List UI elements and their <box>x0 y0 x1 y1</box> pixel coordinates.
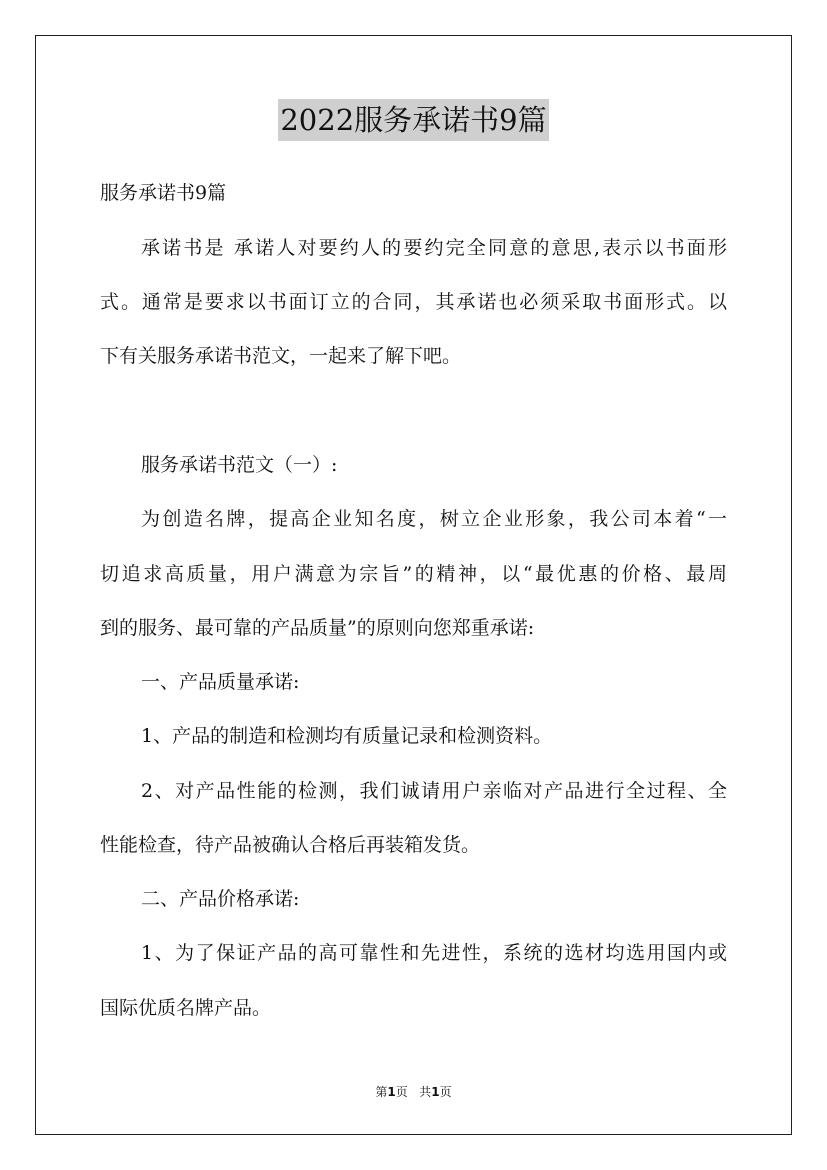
paragraph1-line-3: 到的服务、最可靠的产品质量”的原则向您郑重承诺: <box>100 617 535 639</box>
intro-line-1: 承诺书是 承诺人对要约人的要约完全同意的意思,表示以书面形 <box>141 237 727 259</box>
intro-line-2: 式。通常是要求以书面订立的合同，其承诺也必须采取书面形式。以 <box>100 291 727 313</box>
quality-item-2-line-1: 2、对产品性能的检测，我们诚请用户亲临对产品进行全过程、全 <box>141 780 727 802</box>
page-suffix: 页 <box>395 1085 408 1099</box>
page-prefix: 第 <box>375 1085 388 1099</box>
price-item-1-line-2: 国际优质名牌产品。 <box>100 997 272 1019</box>
price-heading: 二、产品价格承诺: <box>141 888 300 910</box>
quality-item-2-line-2: 性能检查，待产品被确认合格后再装箱发货。 <box>100 834 481 856</box>
intro-line-3: 下有关服务承诺书范文，一起来了解下吧。 <box>100 345 462 367</box>
paragraph1-line-1: 为创造名牌，提高企业知名度，树立企业形象，我公司本着“一 <box>141 508 727 530</box>
quality-heading: 一、产品质量承诺: <box>141 671 300 693</box>
page-footer <box>0 1084 827 1100</box>
title-container <box>0 99 827 141</box>
total-pages: 1 <box>431 1085 440 1099</box>
document-title: 2022服务承诺书9篇 <box>278 99 548 141</box>
total-suffix: 页 <box>439 1085 452 1099</box>
page-current: 1 <box>387 1085 396 1099</box>
paragraph1-line-2: 切追求高质量，用户满意为宗旨”的精神，以“最优惠的价格、最周 <box>100 563 727 585</box>
price-item-1-line-1: 1、为了保证产品的高可靠性和先进性，系统的选材均选用国内或 <box>141 942 727 964</box>
section-heading: 服务承诺书范文（一）: <box>141 454 338 476</box>
document-subtitle: 服务承诺书9篇 <box>100 182 227 204</box>
quality-item-1: 1、产品的制造和检测均有质量记录和检测资料。 <box>141 725 553 747</box>
total-prefix: 共 <box>419 1085 432 1099</box>
